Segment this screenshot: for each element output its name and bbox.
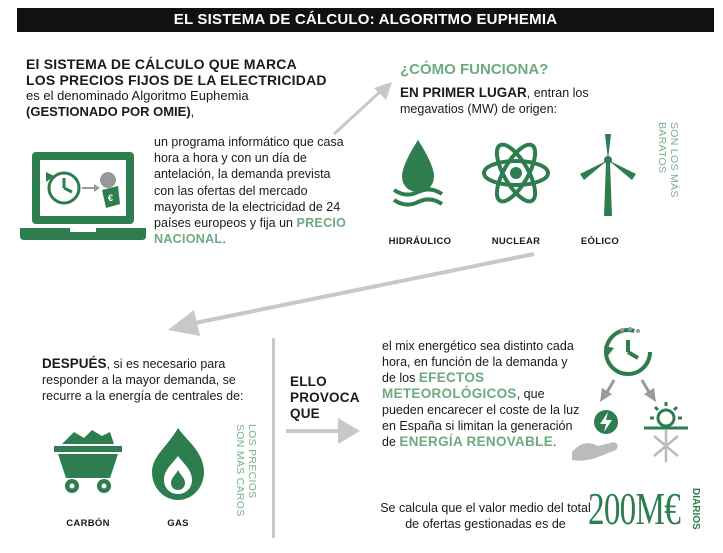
label-nuclear: NUCLEAR [491, 236, 541, 247]
svg-text:€: € [108, 193, 114, 203]
page-title: EL SISTEMA DE CÁLCULO: ALGORITMO EUPHEMIA [17, 8, 714, 32]
description-highlight: PRECIO NACIONAL [154, 216, 347, 247]
atom-icon [480, 140, 552, 206]
mix-body-1: el mix energético sea distinto cada hora, en función de la demanda y de los [382, 339, 574, 385]
intro-line-3: es el denominado Algoritmo Euphemia [26, 88, 249, 103]
weather-clock-icon [570, 322, 700, 468]
arrow-up-right [330, 78, 400, 138]
laptop-icon [20, 150, 146, 242]
label-eolico: EÓLICO [580, 236, 620, 247]
daily-unit: DIARIOS [690, 488, 701, 530]
arrow-right [284, 414, 364, 448]
mix-highlight-1: EFECTOS METEOROLÓGICOS [382, 370, 517, 401]
after-text [42, 356, 272, 404]
arrow-down-left [160, 248, 540, 338]
label-gas: GAS [167, 518, 189, 529]
daily-value: 200M€ [588, 483, 681, 534]
mix-highlight-2: ENERGÍA RENOVABLE [399, 434, 554, 449]
how-title: ¿CÓMO FUNCIONA? [400, 61, 549, 78]
intro-line-4: (GESTIONADO POR OMIE) [26, 104, 191, 119]
description-end: . [222, 232, 226, 247]
expensive-note: LOS PRECIOS SON MÁS CAROS [234, 424, 258, 517]
first-step-body: , entran los megavatios (MW) de origen: [400, 86, 589, 116]
after-body: , si es necesario para responder a la mayor demanda, se recurre a la energía de centrales de: [42, 357, 244, 403]
cheap-note: SON LOS MÁS BARATOS [656, 122, 680, 198]
description-text [154, 134, 354, 247]
provoca-line-2: PROVOCA [290, 390, 360, 405]
first-step-text [400, 85, 620, 117]
label-carbon: CARBÓN [66, 518, 110, 529]
vertical-divider [272, 338, 275, 538]
mix-end: . [553, 435, 557, 449]
intro-text [26, 56, 346, 120]
gas-flame-icon [150, 426, 206, 502]
description-body: un programa informático que casa hora a hora y con un día de antelación, la demanda prevista con las ofertas del mercado mayorista de la electricidad de 24 países europeos y fija un [154, 135, 344, 231]
label-hidraulico: HIDRÁULICO [388, 236, 452, 247]
intro-line-2: LOS PRECIOS FIJOS DE LA ELECTRICIDAD [26, 72, 327, 88]
intro-line-1: El SISTEMA DE CÁLCULO QUE MARCA [26, 56, 297, 72]
calc-text: Se calcula que el valor medio del total de ofertas gestionadas es de [380, 501, 591, 531]
provoca-line-3: QUE [290, 406, 320, 421]
coal-cart-icon [52, 430, 124, 496]
mix-text [382, 338, 582, 450]
intro-line-4-suffix: , [190, 104, 195, 119]
wind-turbine-icon [576, 132, 640, 218]
water-drop-icon [388, 138, 448, 208]
provoca-line-1: ELLO [290, 374, 327, 389]
after-bold: DESPUÉS [42, 356, 107, 371]
first-step-bold: EN PRIMER LUGAR [400, 85, 527, 100]
mix-body-2: , que pueden encarecer el coste de la luz en España si limitan la generación de [382, 387, 580, 449]
